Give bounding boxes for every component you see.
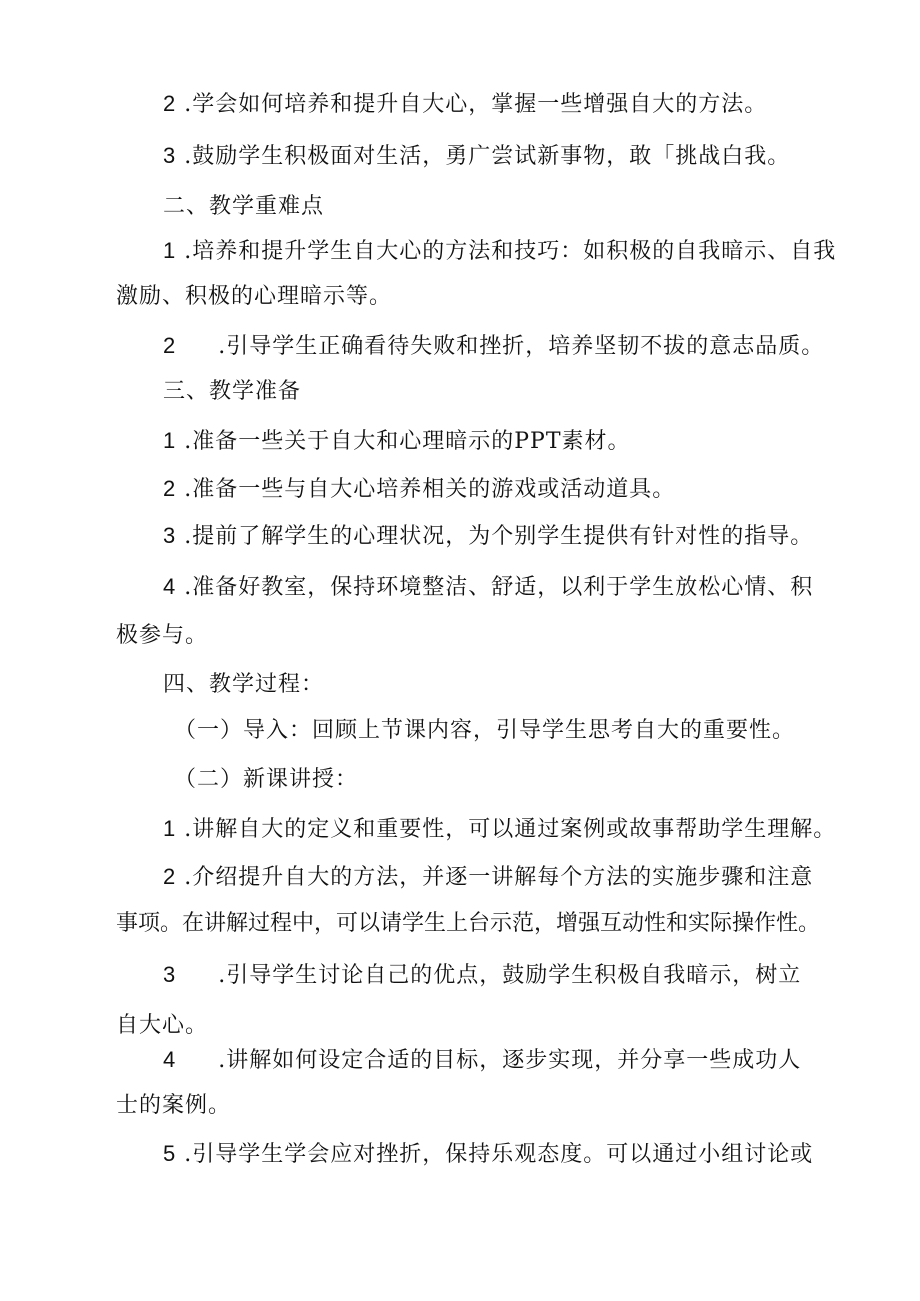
line-text: 二、教学重难点 — [163, 194, 325, 219]
line-text: .讲解如何设定合适的目标，逐步实现，并分享一些成功人 — [218, 1048, 802, 1073]
item-number: 2 — [163, 864, 177, 889]
objective-line-2 — [163, 89, 767, 120]
line-text: 事项。在讲解过程中，可以请学生上台示范，增强互动性和实际操作性。 — [116, 911, 821, 936]
lesson-line-1 — [163, 814, 836, 845]
preparation-line-4-continued — [116, 621, 208, 651]
item-number: 1 — [163, 238, 177, 263]
preparation-line-4 — [163, 572, 813, 603]
preparation-line-1 — [163, 426, 631, 457]
process-intro-line — [174, 716, 795, 746]
item-number: 4 — [163, 574, 177, 599]
preparation-line-3 — [163, 521, 813, 552]
line-text: .准备好教室，保持环境整洁、舒适，以利于学生放松心情、积 — [184, 575, 814, 600]
lesson-line-5 — [163, 1139, 813, 1170]
line-text: .讲解自大的定义和重要性，可以通过案例或故事帮助学生理解。 — [184, 817, 837, 842]
item-number: 1 — [163, 428, 177, 453]
line-text: 三、教学准备 — [163, 379, 302, 404]
item-number: 2 — [163, 333, 177, 358]
item-number: 3 — [163, 143, 177, 168]
line-text: .准备一些与自大心培养相关的游戏或活动道具。 — [184, 477, 676, 502]
lesson-line-3 — [163, 960, 801, 991]
key-point-line-2 — [163, 331, 824, 362]
section-heading-process — [163, 670, 324, 700]
line-text: 激励、积极的心理暗示等。 — [116, 284, 393, 309]
item-number: 2 — [163, 91, 177, 116]
line-text: 自大心。 — [116, 1013, 209, 1038]
line-text: .介绍提升自大的方法，并逐一讲解每个方法的实施步骤和注意 — [184, 865, 814, 890]
line-text: .培养和提升学生自大心的方法和技巧：如积极的自我暗示、自我 — [184, 239, 837, 264]
line-text: .引导学生讨论自己的优点，鼓励学生积极自我暗示，树立 — [218, 963, 802, 988]
line-text: 四、教学过程： — [163, 672, 325, 697]
section-heading-key-points — [163, 192, 324, 222]
line-text: （二）新课讲授： — [174, 767, 359, 792]
item-number: 4 — [163, 1047, 177, 1072]
item-number: 5 — [163, 1141, 177, 1166]
lesson-line-4-continued — [116, 1091, 231, 1121]
line-text: .引导学生学会应对挫折，保持乐观态度。可以通过小组讨论或 — [184, 1142, 814, 1167]
process-new-lesson-heading — [174, 765, 358, 795]
lesson-line-2 — [163, 862, 813, 893]
item-number: 1 — [163, 816, 177, 841]
key-point-line-1 — [163, 236, 836, 267]
item-number: 2 — [163, 476, 177, 501]
preparation-line-2 — [163, 474, 675, 505]
lesson-line-4 — [163, 1045, 801, 1076]
line-text: .提前了解学生的心理状况，为个别学生提供有针对性的指导。 — [184, 524, 814, 549]
line-text: .引导学生正确看待失败和挫折，培养坚韧不拔的意志品质。 — [218, 334, 825, 359]
item-number: 3 — [163, 523, 177, 548]
lesson-line-3-continued — [116, 1011, 208, 1041]
objective-line-3 — [163, 141, 790, 172]
line-text: .准备一些关于自大和心理暗示的PPT素材。 — [184, 429, 631, 454]
line-text: 士的案例。 — [116, 1093, 232, 1118]
line-text: .学会如何培养和提升自大心，掌握一些增强自大的方法。 — [184, 92, 768, 117]
lesson-line-2-continued — [116, 909, 820, 939]
line-text: （一）导入：回顾上节课内容，引导学生思考自大的重要性。 — [174, 718, 796, 743]
section-heading-preparation — [163, 377, 301, 407]
key-point-line-1-continued — [116, 282, 392, 312]
line-text: 极参与。 — [116, 623, 209, 648]
line-text: .鼓励学生积极面对生活，勇广尝试新事物，敢「挑战白我。 — [184, 144, 791, 169]
item-number: 3 — [163, 962, 177, 987]
